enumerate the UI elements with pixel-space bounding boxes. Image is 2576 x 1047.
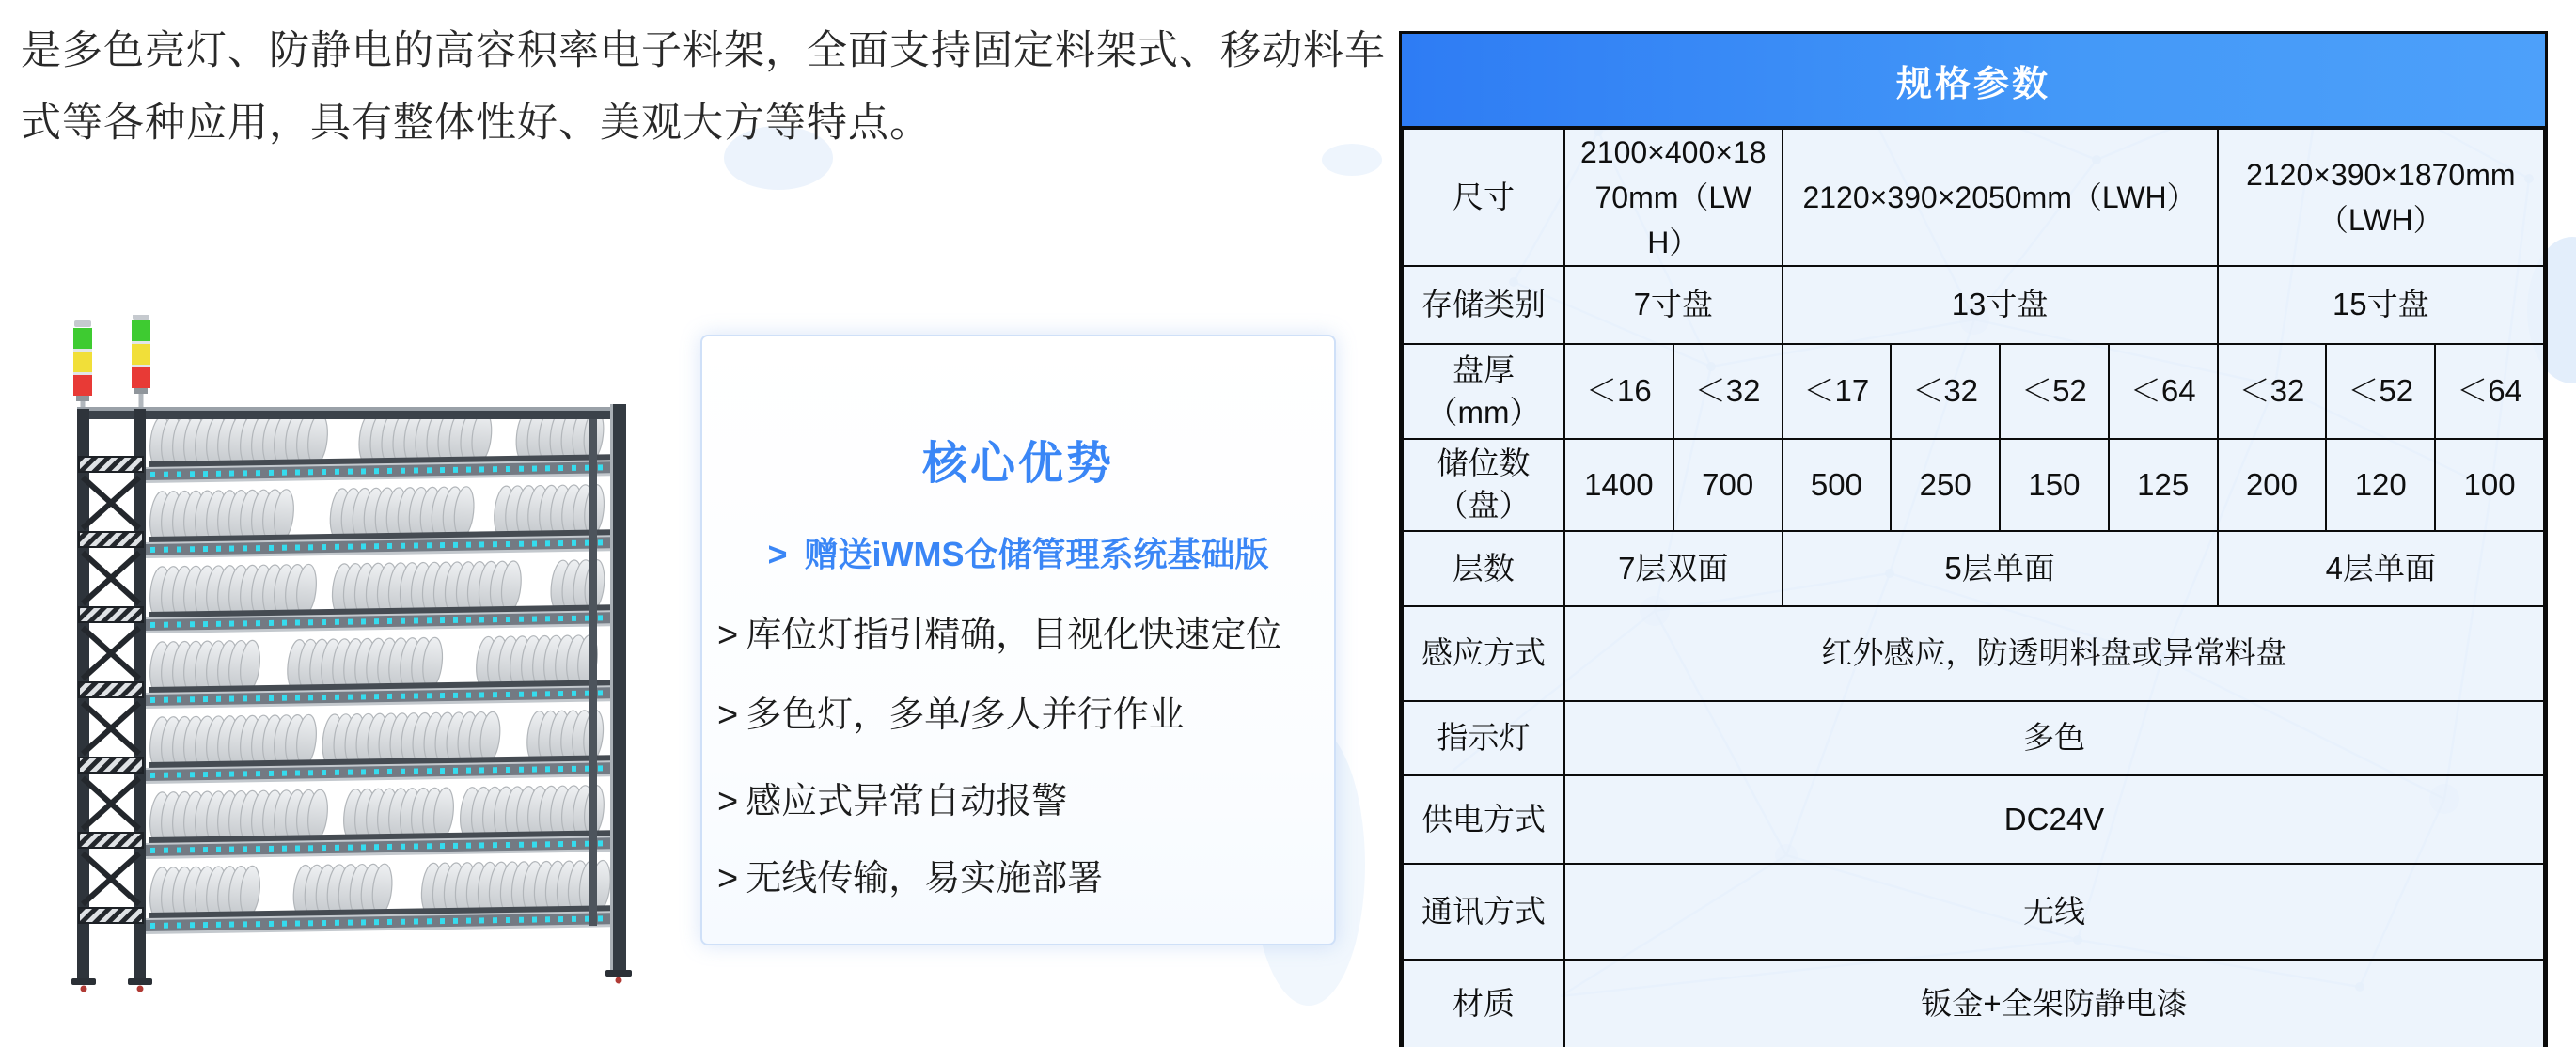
spec-cell: ＜16 [1564,344,1673,439]
chevron-icon: > [717,616,739,655]
advantage-item [717,605,1319,657]
row-label: 储位数 （盘） [1403,439,1564,531]
core-advantages-card [700,335,1336,945]
spec-table-container [1399,31,2548,1047]
spec-cell: 200 [2218,439,2327,531]
row-label: 指示灯 [1403,701,1564,775]
rack-shelves [145,408,623,934]
spec-row-dimensions [1403,129,2544,266]
spec-cell: ＜64 [2109,344,2218,439]
advantage-highlight [702,528,1334,576]
product-rack-illustration [28,315,639,1001]
spec-cell: 多色 [1564,701,2544,775]
spec-row-sensing [1403,606,2544,701]
spec-row-communication [1403,864,2544,960]
spec-row-layers [1403,531,2544,606]
spec-row-slot-count [1403,439,2544,531]
spec-cell: 250 [1891,439,2000,531]
advantage-item-text: 无线传输，易实施部署 [746,859,1104,899]
row-label: 层数 [1403,531,1564,606]
spec-cell: 4层单面 [2218,531,2544,606]
spec-cell: ＜64 [2435,344,2544,439]
spec-row-storage-type [1403,266,2544,344]
row-label: 存储类别 [1403,266,1564,344]
spec-cell: 无线 [1564,864,2544,960]
chevron-icon: > [767,535,788,573]
product-description: 是多色亮灯、防静电的高容积率电子料架，全面支持固定料架式、移动料车式等各种应用，具有整体性好、美观大方等特点。 [21,28,1386,146]
spec-cell: 13寸盘 [1783,266,2218,344]
row-label: 供电方式 [1403,775,1564,864]
spec-cell: 2120×390×1870mm（LWH） [2218,129,2544,266]
spec-table-title: 规格参数 [1402,34,2545,128]
spec-row-power [1403,775,2544,864]
spec-cell: 钣金+全架防静电漆 [1564,960,2544,1047]
spec-cell: 红外感应，防透明料盘或异常料盘 [1564,606,2544,701]
advantage-highlight-text: 赠送iWMS仓储管理系统基础版 [804,535,1269,573]
spec-cell: 700 [1673,439,1783,531]
spec-cell: ＜52 [2000,344,2109,439]
spec-cell: ＜32 [1673,344,1783,439]
spec-cell: 125 [2109,439,2218,531]
spec-row-indicator [1403,701,2544,775]
advantage-item-text: 感应式异常自动报警 [746,782,1068,821]
advantage-item [717,685,1319,737]
spec-cell: 120 [2326,439,2435,531]
product-rack-image [28,315,639,1001]
chevron-icon: > [717,859,739,899]
advantage-item [717,772,1319,823]
spec-cell: 7层双面 [1564,531,1783,606]
chevron-icon: > [717,695,739,735]
advantage-item [717,849,1319,900]
spec-cell: 150 [2000,439,2109,531]
row-label: 材质 [1403,960,1564,1047]
spec-cell: 2120×390×2050mm（LWH） [1783,129,2218,266]
chevron-icon: > [717,782,739,821]
card-title: 核心优势 [921,439,1114,489]
row-label: 盘厚 （mm） [1403,344,1564,439]
spec-cell: ＜32 [2218,344,2327,439]
spec-cell: 2100×400×1870mm（LWH） [1564,129,1783,266]
row-label: 尺寸 [1403,129,1564,266]
spec-row-tray-thickness [1403,344,2544,439]
row-label: 通讯方式 [1403,864,1564,960]
spec-row-material [1403,960,2544,1047]
spec-cell: 15寸盘 [2218,266,2544,344]
spec-cell: ＜52 [2326,344,2435,439]
spec-cell: 500 [1783,439,1892,531]
spec-cell: ＜17 [1783,344,1892,439]
advantage-item-text: 多色灯，多单/多人并行作业 [746,695,1185,735]
spec-cell: 7寸盘 [1564,266,1783,344]
spec-cell: ＜32 [1891,344,2000,439]
spec-cell: 1400 [1564,439,1673,531]
spec-table [1402,128,2545,1047]
spec-cell: 100 [2435,439,2544,531]
row-label: 感应方式 [1403,606,1564,701]
advantage-item-text: 库位灯指引精确，目视化快速定位 [746,616,1282,655]
spec-cell: 5层单面 [1783,531,2218,606]
spec-cell: DC24V [1564,775,2544,864]
